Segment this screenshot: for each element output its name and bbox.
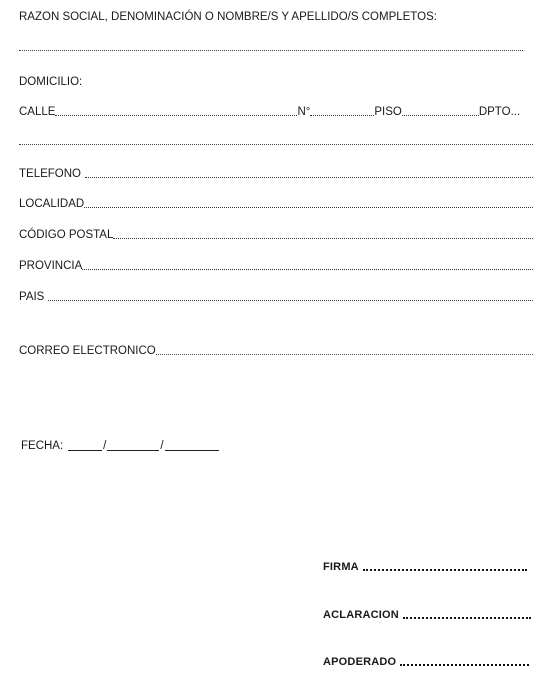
pais-row <box>19 291 533 303</box>
localidad-label: LOCALIDAD <box>19 198 85 210</box>
telefono-field[interactable] <box>85 177 533 178</box>
fecha-year-field[interactable] <box>165 450 219 451</box>
telefono-row <box>19 168 533 180</box>
dpto-label: DPTO... <box>478 106 521 118</box>
fecha-label: FECHA: <box>21 440 64 452</box>
firma-label: FIRMA <box>323 561 359 573</box>
apoderado-field[interactable] <box>400 664 529 666</box>
apoderado-row <box>323 656 529 668</box>
localidad-row <box>19 198 533 210</box>
correo-field[interactable] <box>156 354 533 355</box>
calle-field[interactable] <box>55 115 297 116</box>
pais-field[interactable] <box>48 300 533 301</box>
fecha-row <box>21 440 219 452</box>
calle-row <box>19 106 534 118</box>
firma-row <box>323 561 527 573</box>
pais-label: PAIS <box>19 291 45 303</box>
numero-label: N° <box>297 106 311 118</box>
aclaracion-field[interactable] <box>403 617 531 619</box>
razon-social-field[interactable] <box>19 50 523 51</box>
domicilio-continuation-field[interactable] <box>19 144 533 145</box>
fecha-separator-2: / <box>160 440 164 452</box>
aclaracion-row <box>323 609 531 621</box>
provincia-field[interactable] <box>82 269 533 270</box>
piso-label: PISO <box>374 106 402 118</box>
domicilio-label: DOMICILIO: <box>19 76 83 88</box>
fecha-separator-1: / <box>103 440 107 452</box>
provincia-row <box>19 260 533 272</box>
numero-field[interactable] <box>310 115 374 116</box>
calle-label: CALLE <box>19 106 56 118</box>
correo-row <box>19 345 533 357</box>
localidad-field[interactable] <box>84 207 533 208</box>
piso-field[interactable] <box>402 115 479 116</box>
provincia-label: PROVINCIA <box>19 260 83 272</box>
aclaracion-label: ACLARACION <box>323 609 399 621</box>
correo-label: CORREO ELECTRONICO <box>19 345 156 357</box>
fecha-month-field[interactable] <box>107 450 159 451</box>
codigo-postal-row <box>19 229 533 241</box>
codigo-postal-field[interactable] <box>113 238 533 239</box>
codigo-postal-label: CÓDIGO POSTAL <box>19 229 114 241</box>
apoderado-label: APODERADO <box>323 656 397 668</box>
razon-social-label: RAZON SOCIAL, DENOMINACIÓN O NOMBRE/S Y APELLIDO/S COMPLETOS: <box>19 11 437 23</box>
firma-field[interactable] <box>363 569 527 571</box>
fecha-day-field[interactable] <box>68 450 102 451</box>
telefono-label: TELEFONO <box>19 168 81 180</box>
